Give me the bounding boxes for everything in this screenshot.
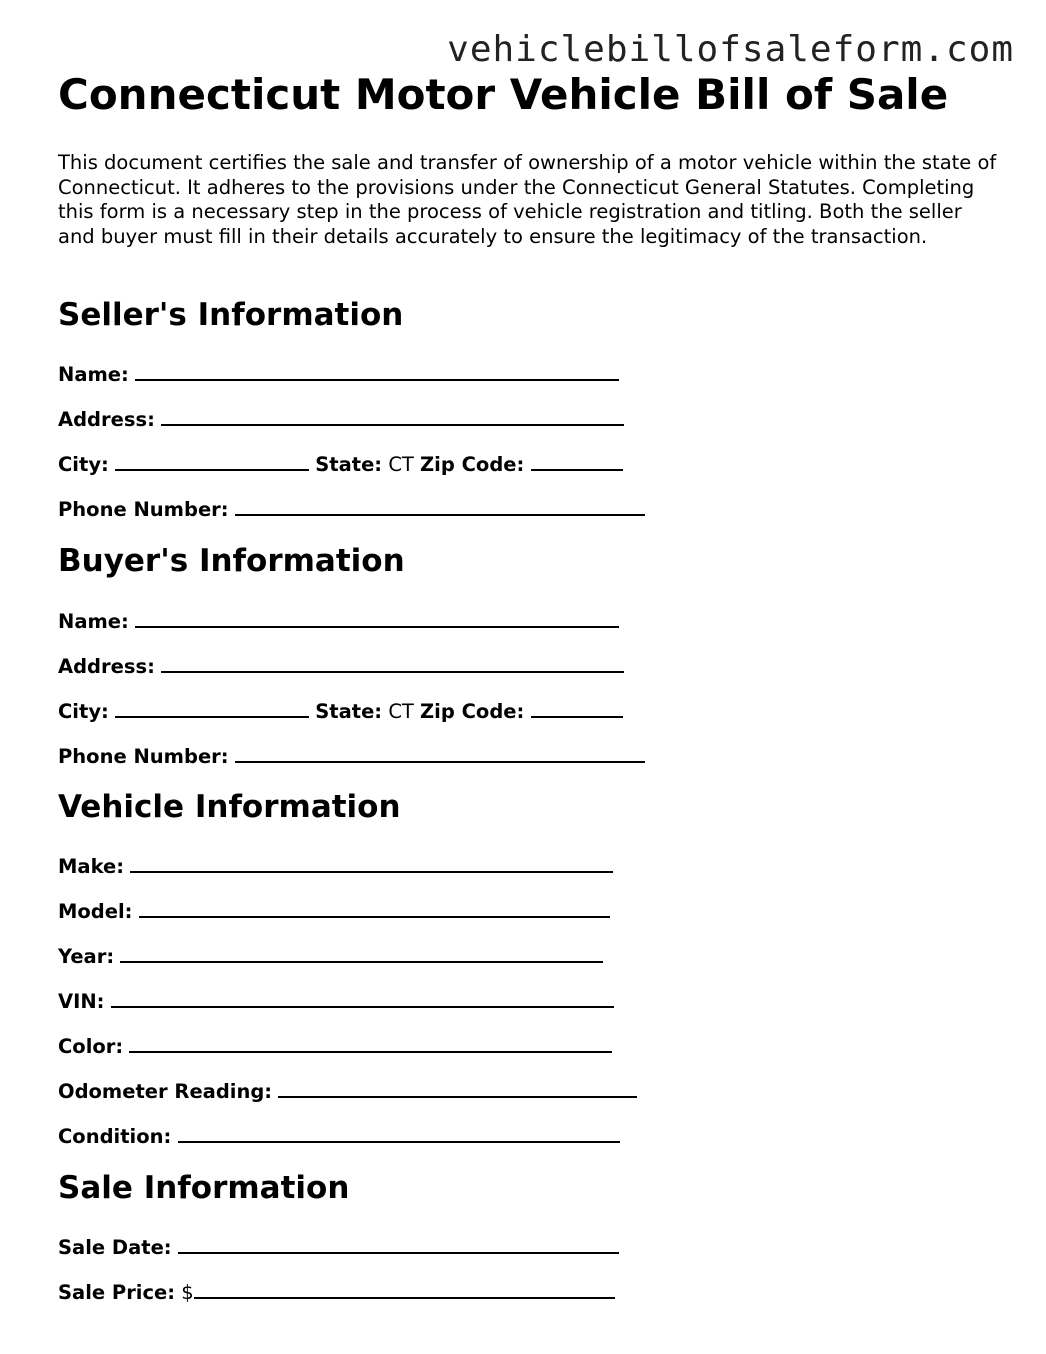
seller-address-row bbox=[58, 406, 624, 432]
buyer-state-label: State: bbox=[315, 700, 383, 723]
buyer-phone-label: Phone Number: bbox=[58, 745, 229, 768]
seller-name-label: Name: bbox=[58, 363, 129, 386]
vehicle-color-label: Color: bbox=[58, 1035, 124, 1058]
buyer-zip-field[interactable] bbox=[531, 698, 623, 718]
vehicle-vin-row bbox=[58, 988, 614, 1014]
vehicle-odometer-label: Odometer Reading: bbox=[58, 1080, 273, 1103]
vehicle-odometer-row bbox=[58, 1078, 637, 1104]
vehicle-make-field[interactable] bbox=[130, 853, 613, 873]
vehicle-color-field[interactable] bbox=[129, 1033, 612, 1053]
buyer-name-field[interactable] bbox=[135, 608, 619, 628]
sale-date-field[interactable] bbox=[178, 1234, 619, 1254]
seller-zip-label: Zip Code: bbox=[420, 453, 525, 476]
sale-price-field[interactable] bbox=[194, 1279, 615, 1299]
buyer-city-label: City: bbox=[58, 700, 109, 723]
vehicle-vin-label: VIN: bbox=[58, 990, 105, 1013]
vehicle-vin-field[interactable] bbox=[111, 988, 614, 1008]
seller-city-label: City: bbox=[58, 453, 109, 476]
page-title: Connecticut Motor Vehicle Bill of Sale bbox=[58, 70, 949, 119]
vehicle-year-field[interactable] bbox=[120, 943, 603, 963]
seller-state-label: State: bbox=[315, 453, 383, 476]
buyer-address-field[interactable] bbox=[161, 653, 624, 673]
seller-phone-row bbox=[58, 496, 645, 522]
seller-name-row bbox=[58, 361, 619, 387]
vehicle-make-row bbox=[58, 853, 613, 879]
seller-zip-field[interactable] bbox=[531, 451, 623, 471]
vehicle-model-field[interactable] bbox=[139, 898, 610, 918]
buyer-phone-row bbox=[58, 743, 645, 769]
vehicle-condition-label: Condition: bbox=[58, 1125, 172, 1148]
site-watermark: vehiclebillofsaleform.com bbox=[447, 29, 1014, 70]
intro-paragraph: This document certifies the sale and transfer of ownership of a motor vehicle within the state of Connecticut. It adheres to the provisions under the Connecticut General Statutes. Completing this form is a necessary step in the process of vehicle registration and titling. Both the seller and buyer must fill in their details accurately to ensure the legitimacy of the transaction. bbox=[58, 151, 997, 248]
buyer-state-value: CT bbox=[388, 700, 414, 723]
buyer-name-label: Name: bbox=[58, 610, 129, 633]
sale-date-row bbox=[58, 1234, 619, 1260]
buyer-address-row bbox=[58, 653, 624, 679]
vehicle-model-row bbox=[58, 898, 610, 924]
buyer-address-label: Address: bbox=[58, 655, 155, 678]
vehicle-make-label: Make: bbox=[58, 855, 125, 878]
vehicle-odometer-field[interactable] bbox=[278, 1078, 637, 1098]
buyer-city-field[interactable] bbox=[115, 698, 309, 718]
buyer-section-heading: Buyer's Information bbox=[58, 543, 405, 579]
vehicle-year-label: Year: bbox=[58, 945, 115, 968]
seller-state-value: CT bbox=[388, 453, 414, 476]
buyer-phone-field[interactable] bbox=[235, 743, 645, 763]
vehicle-condition-row bbox=[58, 1123, 620, 1149]
dollar-sign: $ bbox=[181, 1281, 194, 1304]
vehicle-section-heading: Vehicle Information bbox=[58, 789, 401, 825]
seller-phone-field[interactable] bbox=[235, 496, 645, 516]
sale-price-row bbox=[58, 1279, 615, 1305]
sale-section-heading: Sale Information bbox=[58, 1170, 350, 1206]
sale-date-label: Sale Date: bbox=[58, 1236, 172, 1259]
sale-price-label: Sale Price: bbox=[58, 1281, 176, 1304]
seller-section-heading: Seller's Information bbox=[58, 297, 404, 333]
vehicle-color-row bbox=[58, 1033, 612, 1059]
seller-address-label: Address: bbox=[58, 408, 155, 431]
seller-phone-label: Phone Number: bbox=[58, 498, 229, 521]
buyer-name-row bbox=[58, 608, 619, 634]
seller-city-state-zip-row bbox=[58, 451, 623, 477]
seller-city-field[interactable] bbox=[115, 451, 309, 471]
vehicle-condition-field[interactable] bbox=[178, 1123, 620, 1143]
buyer-city-state-zip-row bbox=[58, 698, 623, 724]
vehicle-model-label: Model: bbox=[58, 900, 133, 923]
buyer-zip-label: Zip Code: bbox=[420, 700, 525, 723]
seller-address-field[interactable] bbox=[161, 406, 624, 426]
vehicle-year-row bbox=[58, 943, 603, 969]
seller-name-field[interactable] bbox=[135, 361, 619, 381]
